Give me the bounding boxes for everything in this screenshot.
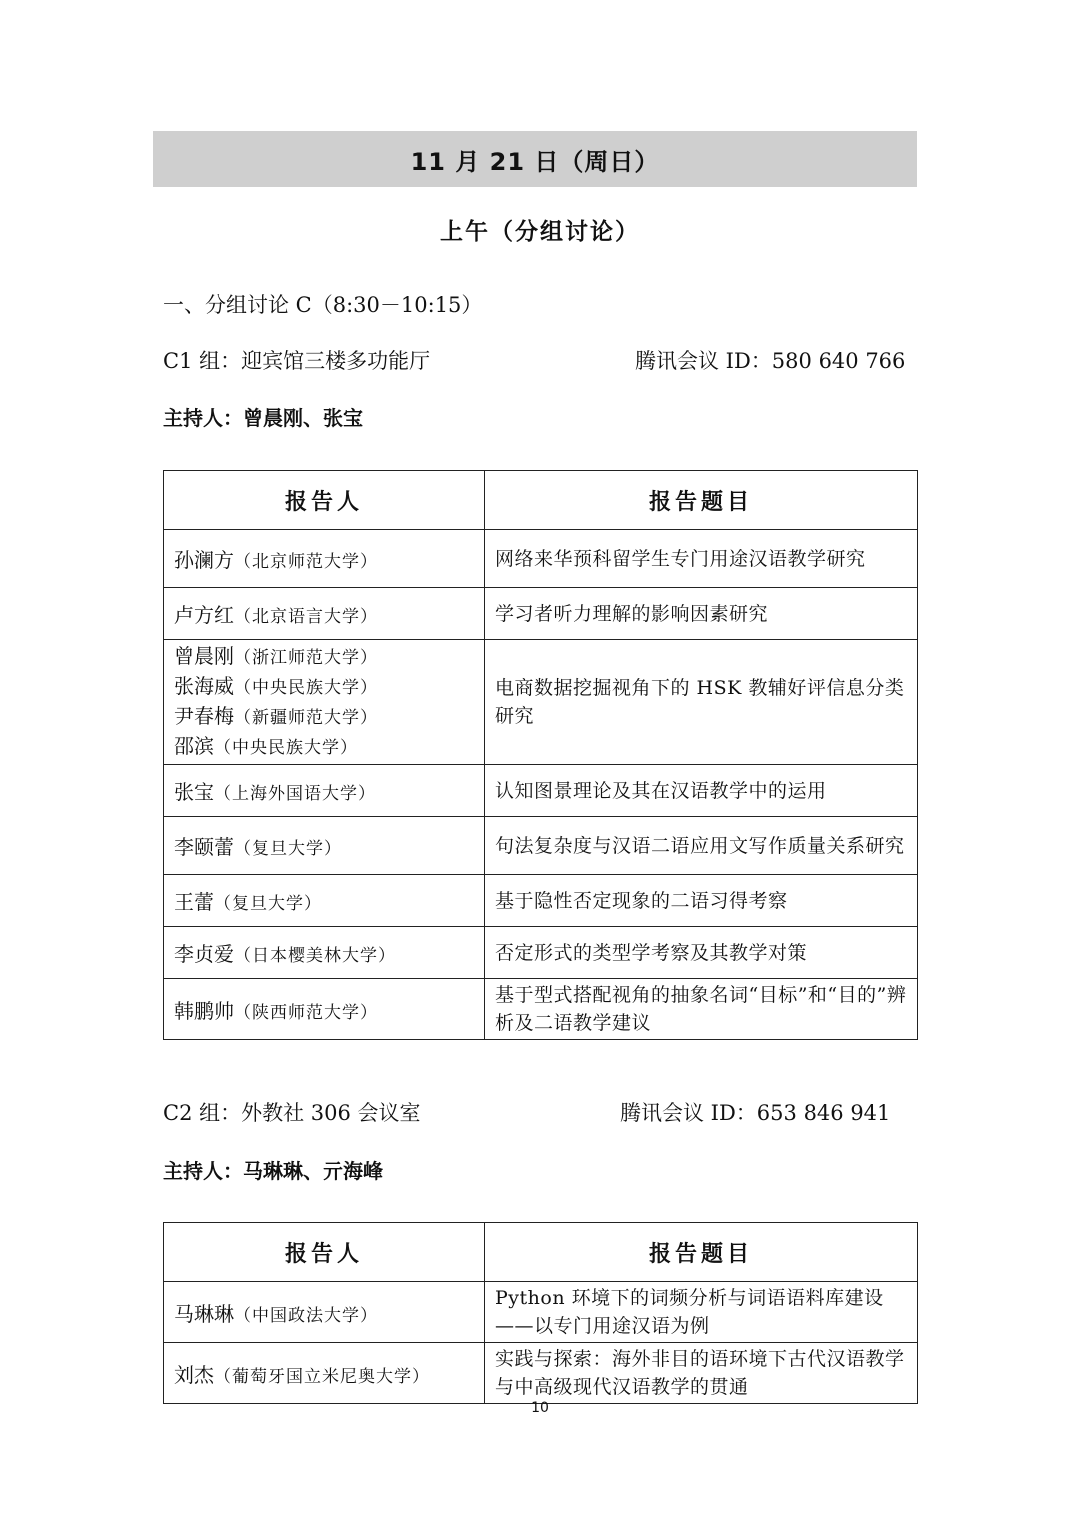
speaker-name: 孙澜方 <box>174 548 234 572</box>
speaker-name: 张海威 <box>174 674 234 698</box>
speaker-name: 李颐蕾 <box>174 835 234 859</box>
session-heading: 一、分组讨论 C（8:30－10:15） <box>163 293 483 317</box>
speaker-name: 张宝 <box>174 780 214 804</box>
speaker-cell <box>164 927 485 979</box>
speaker-cell <box>164 875 485 927</box>
speaker-cell <box>164 1343 485 1404</box>
header-speaker: 报告人 <box>164 471 485 530</box>
speaker-affiliation: （北京语言大学） <box>234 607 378 627</box>
table-row <box>164 875 918 927</box>
topic-cell: 基于型式搭配视角的抽象名词“目标”和“目的”辨析及二语教学建议 <box>485 979 918 1040</box>
table-row <box>164 1282 918 1343</box>
speaker-name: 尹春梅 <box>174 704 234 728</box>
speaker-cell <box>164 765 485 817</box>
table-row <box>164 765 918 817</box>
c2-host: 主持人：马琳琳、亓海峰 <box>163 1159 383 1183</box>
c2-meeting-id: 腾讯会议 ID：653 846 941 <box>620 1101 891 1125</box>
speaker-affiliation: （陕西师范大学） <box>234 1002 378 1023</box>
section-title: 上午（分组讨论） <box>440 219 640 245</box>
c1-table <box>163 470 918 1040</box>
date-banner: 11 月 21 日（周日） <box>153 131 917 187</box>
table-row <box>164 927 918 979</box>
speaker-affiliation: （新疆师范大学） <box>234 708 378 728</box>
speaker-affiliation: （复旦大学） <box>234 839 342 859</box>
c2-table <box>163 1222 918 1404</box>
speaker-affiliation: （中国政法大学） <box>234 1305 378 1326</box>
table-header-row <box>164 471 918 530</box>
speaker-affiliation: （葡萄牙国立米尼奥大学） <box>214 1366 430 1387</box>
speaker-affiliation: （日本樱美林大学） <box>234 946 396 966</box>
table-row <box>164 817 918 875</box>
c1-venue: C1 组：迎宾馆三楼多功能厅 <box>163 349 431 373</box>
table-row <box>164 1343 918 1404</box>
page-number: 10 <box>531 1400 549 1416</box>
speaker-cell <box>164 979 485 1040</box>
speaker-affiliation: （复旦大学） <box>214 894 322 914</box>
topic-cell: 学习者听力理解的影响因素研究 <box>485 588 918 640</box>
speaker-name: 刘杰 <box>174 1362 214 1387</box>
speaker-affiliation: （中央民族大学） <box>234 678 378 698</box>
topic-cell: 否定形式的类型学考察及其教学对策 <box>485 927 918 979</box>
topic-cell: 电商数据挖掘视角下的 HSK 教辅好评信息分类研究 <box>485 640 918 765</box>
c1-host: 主持人：曾晨刚、张宝 <box>163 406 363 430</box>
speaker-affiliation: （北京师范大学） <box>234 552 378 572</box>
header-topic: 报告题目 <box>485 1223 918 1282</box>
speaker-name: 马琳琳 <box>174 1301 234 1326</box>
table-row <box>164 588 918 640</box>
c2-venue: C2 组：外教社 306 会议室 <box>163 1101 421 1125</box>
speaker-cell <box>164 588 485 640</box>
header-topic: 报告题目 <box>485 471 918 530</box>
speaker-name: 李贞爱 <box>174 942 234 966</box>
topic-cell: 实践与探索：海外非目的语环境下古代汉语教学与中高级现代汉语教学的贯通 <box>485 1343 918 1404</box>
speaker-name: 邵滨 <box>174 734 214 758</box>
topic-cell: 认知图景理论及其在汉语教学中的运用 <box>485 765 918 817</box>
table-header-row <box>164 1223 918 1282</box>
table-row <box>164 530 918 588</box>
speaker-affiliation: （上海外国语大学） <box>214 784 376 804</box>
speaker-cell <box>164 640 485 765</box>
speaker-name: 卢方红 <box>174 603 234 627</box>
speaker-name: 韩鹏帅 <box>174 998 234 1023</box>
speaker-cell <box>164 1282 485 1343</box>
speaker-name: 曾晨刚 <box>174 644 234 668</box>
table-row <box>164 640 918 765</box>
speaker-cell <box>164 530 485 588</box>
table-row <box>164 979 918 1040</box>
topic-cell: 网络来华预科留学生专门用途汉语教学研究 <box>485 530 918 588</box>
speaker-name: 王蕾 <box>174 890 214 914</box>
topic-cell: 基于隐性否定现象的二语习得考察 <box>485 875 918 927</box>
header-speaker: 报告人 <box>164 1223 485 1282</box>
speaker-affiliation: （中央民族大学） <box>214 738 358 758</box>
c1-meeting-id: 腾讯会议 ID：580 640 766 <box>635 349 906 373</box>
speaker-affiliation: （浙江师范大学） <box>234 648 378 668</box>
speaker-cell <box>164 817 485 875</box>
topic-cell: Python 环境下的词频分析与词语语料库建设——以专门用途汉语为例 <box>485 1282 918 1343</box>
topic-cell: 句法复杂度与汉语二语应用文写作质量关系研究 <box>485 817 918 875</box>
